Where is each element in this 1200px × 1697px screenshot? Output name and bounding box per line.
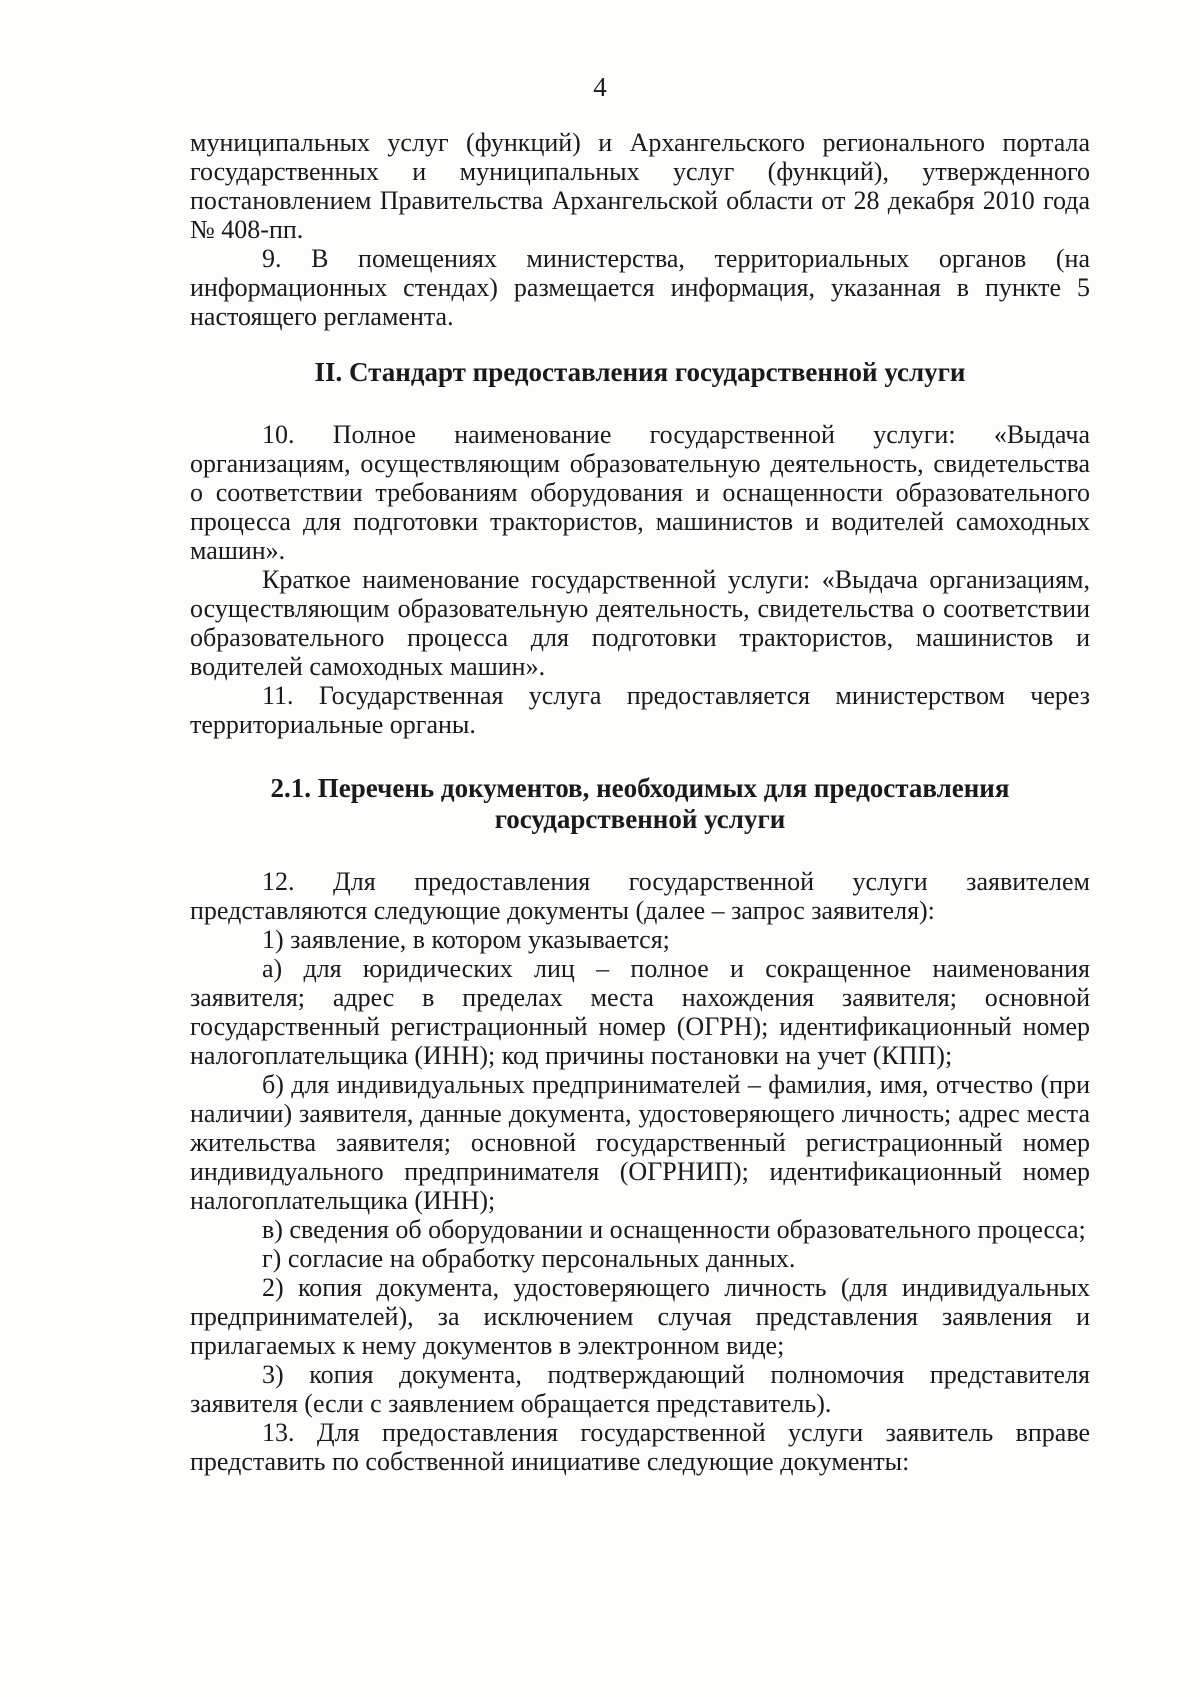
list-item-3: 3) копия документа, подтверждающий полномочия представителя заявителя (если с заявлением обращается представитель). xyxy=(190,1360,1090,1418)
list-item-1g: г) согласие на обработку персональных данных. xyxy=(262,1244,796,1273)
paragraph-13: 13. Для предоставления государственной услуги заявитель вправе представить по собственной инициативе следующие документы: xyxy=(190,1418,1090,1476)
list-item-2: 2) копия документа, удостоверяющего личность (для индивидуальных предпринимателей), за исключением случая представления заявления и прилагаемых к нему документов в электронном виде; xyxy=(190,1273,1090,1360)
list-item-1v: в) сведения об оборудовании и оснащенности образовательного процесса; xyxy=(262,1215,1086,1244)
list-item-1a: а) для юридических лиц – полное и сокращенное наименования заявителя; адрес в пределах места нахождения заявителя; основной государственный регистрационный номер (ОГРН); идентификационный номер налогоплательщика (ИНН); код причины постановки на учет (КПП); xyxy=(190,954,1090,1070)
paragraph-10-short-name: Краткое наименование государственной услуги: «Выдача организациям, осуществляющим образовательную деятельность, свидетельства о соответствии образовательного процесса для подготовки трактористов, машинистов и водителей самоходных машин». xyxy=(190,565,1090,681)
section-heading-standard: II. Стандарт предоставления государственной услуги xyxy=(314,357,966,387)
paragraph-12: 12. Для предоставления государственной услуги заявителем представляются следующие документы (далее – запрос заявителя): xyxy=(190,867,1090,925)
list-item-1b: б) для индивидуальных предпринимателей – фамилия, имя, отчество (при наличии) заявителя, данные документа, удостоверяющего личность; адрес места жительства заявителя; основной государственный регистрационный номер индивидуального предпринимателя (ОГРНИП); идентификационный номер налогоплательщика (ИНН); xyxy=(190,1070,1090,1215)
paragraph-11: 11. Государственная услуга предоставляется министерством через территориальные органы. xyxy=(190,681,1090,739)
paragraph-9: 9. В помещениях министерства, территориальных органов (на информационных стендах) размещается информация, указанная в пункте 5 настоящего регламента. xyxy=(190,244,1090,331)
paragraph-10: 10. Полное наименование государственной услуги: «Выдача организациям, осуществляющим образовательную деятельность, свидетельства о соответствии требованиям оборудования и оснащенности образовательного процесса для подготовки трактористов, машинистов и водителей самоходных машин». xyxy=(190,420,1090,565)
section-heading-documents xyxy=(190,773,1090,835)
page-number: 4 xyxy=(593,72,607,102)
document-body xyxy=(190,128,1090,1476)
section-heading-documents-line2: государственной услуги xyxy=(494,804,786,834)
paragraph-continuation: муниципальных услуг (функций) и Архангельского регионального портала государственных и муниципальных услуг (функций), утвержденного постановлением Правительства Архангельской области от 28 декабря 2010 года № 408-пп. xyxy=(190,128,1090,244)
section-heading-documents-line1: 2.1. Перечень документов, необходимых для предоставления xyxy=(270,773,1010,803)
list-item-1: 1) заявление, в котором указывается; xyxy=(262,925,670,954)
